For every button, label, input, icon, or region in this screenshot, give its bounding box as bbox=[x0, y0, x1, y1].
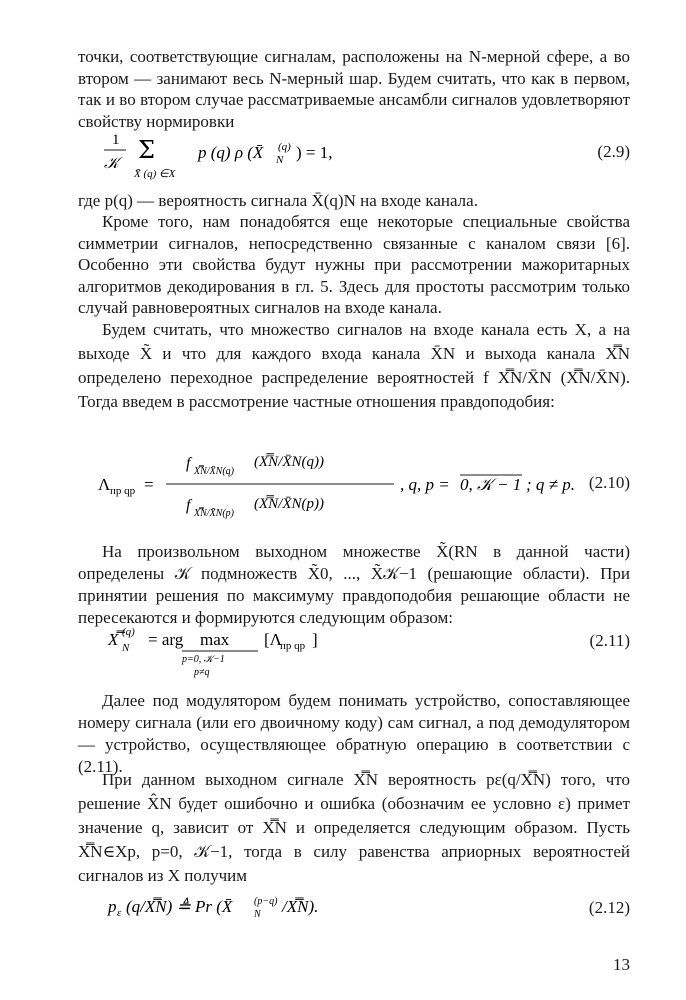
svg-text:/X̿N).: /X̿N). bbox=[282, 897, 319, 916]
equation-2-12-formula bbox=[108, 892, 408, 924]
paragraph-6: Далее под модулятором будем понимать устройство, сопоставляющее номеру сигнала (или его двоичному коду) сам сигнал, а под демодулятором — устройство, осуществляющее обратную операцию в соответствии с (2.11). bbox=[78, 691, 630, 776]
svg-text:0, 𝒦 − 1: 0, 𝒦 − 1 bbox=[460, 475, 522, 494]
svg-text:пр qp: пр qp bbox=[280, 640, 306, 652]
svg-text:p (q) ρ (X̄: p (q) ρ (X̄ bbox=[198, 143, 264, 162]
svg-text:ε: ε bbox=[117, 907, 122, 919]
equation-2-11-formula bbox=[108, 625, 408, 680]
svg-text:пр qp: пр qp bbox=[110, 485, 136, 497]
equation-2-9 bbox=[78, 130, 630, 180]
paragraph-4: Будем считать, что множество сигналов на входе канала есть X, а на выходе X̃ и что для каждого входа канала X̄N и выхода канала X̿N определено переходное распределение вероятностей f X̿N/X̄N (X̿N/X̄N). Тогда введем в рассмотрение частные отношения правдоподобия: bbox=[78, 320, 630, 411]
svg-text:(q): (q) bbox=[278, 141, 291, 153]
paragraph-7: При данном выходном сигнале X̿N вероятность pε(q/X̿N) того, что решение X̂N будет ошибочно и ошибка (обозначим ее условно ε) примет значение q, зависит от X̿N и определяется следующим образом. Пусть X̿N∈Xp, p=0, 𝒦−1, тогда в силу равенства априорных вероятностей сигналов из X получим bbox=[78, 770, 630, 885]
page-number: 13 bbox=[613, 955, 630, 974]
paragraph-2: где p(q) — вероятность сигнала X̄(q)N на входе канала. bbox=[78, 191, 478, 210]
svg-text:p=0, 𝒦−1: p=0, 𝒦−1 bbox=[182, 654, 225, 665]
svg-text:(q): (q) bbox=[122, 626, 135, 638]
equation-2-10-formula bbox=[98, 448, 575, 526]
svg-text:N: N bbox=[122, 642, 130, 654]
svg-text:, q, p =: , q, p = bbox=[400, 475, 450, 494]
svg-text:X̄ (q) ∈X: X̄ (q) ∈X bbox=[134, 168, 176, 180]
svg-text:N: N bbox=[276, 154, 284, 166]
svg-text:=: = bbox=[144, 475, 154, 494]
equation-2-9-formula bbox=[98, 130, 538, 180]
svg-text:N: N bbox=[254, 909, 261, 920]
svg-text:f: f bbox=[186, 455, 191, 472]
svg-text:) = 1,: ) = 1, bbox=[296, 143, 333, 162]
svg-text:X̿N/X̄N(q): X̿N/X̄N(q) bbox=[194, 466, 234, 477]
svg-text:f: f bbox=[186, 497, 191, 514]
equation-2-11 bbox=[78, 625, 630, 680]
equation-2-12 bbox=[78, 892, 630, 924]
svg-text:(X̿N/X̄N(p)): (X̿N/X̄N(p)) bbox=[254, 496, 324, 512]
equation-number: (2.11) bbox=[589, 631, 630, 650]
paragraph-3: Кроме того, нам понадобятся еще некоторые специальные свойства симметрии сигналов, непосредственно связанные с каналом связи [6]. Особенно эти свойства будут нужны при рассмотрении мажоритарных алгоритмов декодирования в гл. 5. Здесь для простоты рассмотрим только случай равновероятных сигналов на входе канала. bbox=[78, 212, 630, 317]
svg-text:(q/X̿N) ≜ Pr (X̄: (q/X̿N) ≜ Pr (X̄ bbox=[126, 897, 233, 916]
svg-text:𝒦: 𝒦 bbox=[104, 155, 119, 172]
svg-text:; q ≠ p.: ; q ≠ p. bbox=[526, 475, 575, 494]
svg-text:p≠q: p≠q bbox=[194, 667, 210, 678]
svg-text:max: max bbox=[200, 630, 230, 649]
equation-number: (2.9) bbox=[597, 142, 630, 161]
equation-number: (2.10) bbox=[588, 473, 630, 492]
svg-text:Σ: Σ bbox=[138, 136, 155, 164]
svg-text:[Λ: [Λ bbox=[264, 630, 282, 649]
svg-text:X̿N/X̄N(p): X̿N/X̄N(p) bbox=[194, 508, 234, 519]
svg-text:(p−q): (p−q) bbox=[254, 896, 278, 907]
equation-2-10 bbox=[78, 448, 630, 526]
svg-text:Λ: Λ bbox=[98, 475, 111, 494]
svg-text:1: 1 bbox=[112, 132, 120, 148]
svg-text:= arg: = arg bbox=[148, 630, 184, 649]
paragraph-1: точки, соответствующие сигналам, расположены на N-мерной сфере, а во втором — занимают весь N-мерный шар. Будем считать, что как в первом, так и во втором случае рассматриваемые ансамбли сигналов удовлетворяют свойству нормировки bbox=[78, 47, 630, 131]
svg-text:X̿: X̿ bbox=[108, 630, 119, 649]
paragraph-5: На произвольном выходном множестве X̃(RN в данной части) определены 𝒦 подмножеств X̃0, ..., X̃𝒦−1 (решающие области). При принятии решения по максимуму правдоподобия решающие области не пересекаются и формируются следующим образом: bbox=[78, 542, 630, 627]
svg-text:p: p bbox=[108, 897, 117, 916]
equation-number: (2.12) bbox=[588, 898, 630, 917]
svg-text:(X̿N/X̄N(q)): (X̿N/X̄N(q)) bbox=[254, 454, 324, 470]
svg-text:]: ] bbox=[312, 630, 318, 649]
